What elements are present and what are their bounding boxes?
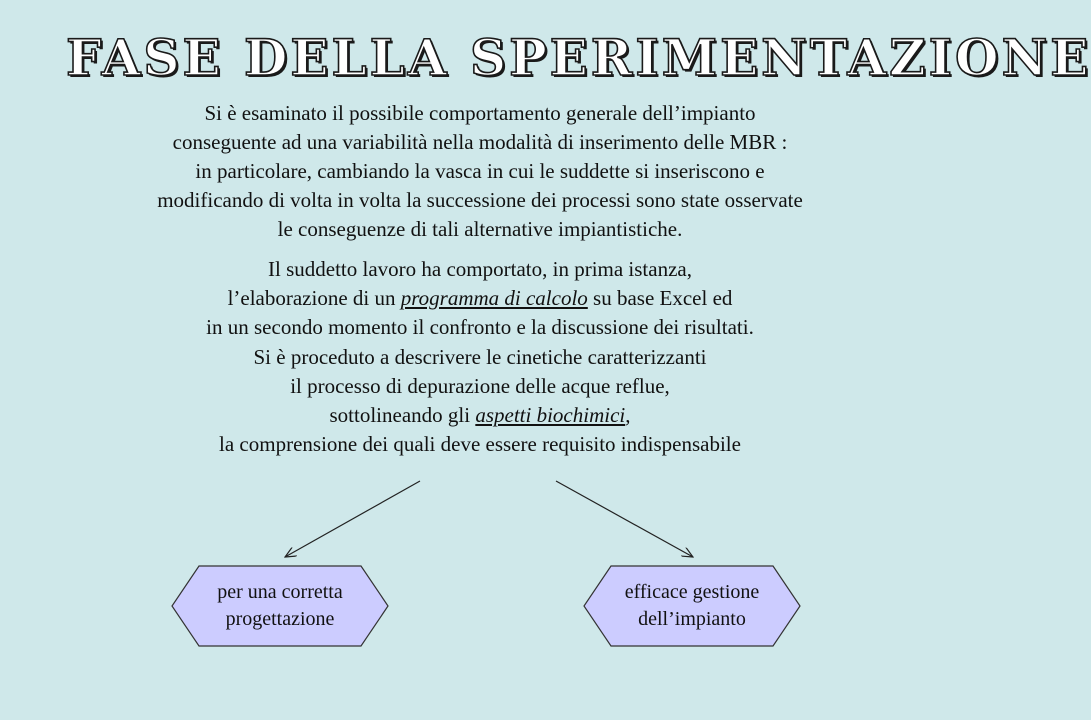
design-box-label	[171, 565, 389, 647]
box-line: dell’impianto	[638, 608, 746, 630]
box-line: efficace gestione	[624, 581, 760, 603]
calc-program-link[interactable]: programma di calcolo	[400, 286, 588, 310]
box-line: per una corretta	[217, 581, 343, 603]
text-line: in un secondo momento il confronto e la discussione dei risultati.	[206, 315, 754, 339]
arrow-left	[285, 481, 420, 557]
management-box-label	[583, 565, 801, 647]
text-span: sottolineando gli	[329, 403, 476, 427]
text-line: conseguente ad una variabilità nella modalità di inserimento delle MBR :	[172, 130, 788, 154]
text-line: Il suddetto lavoro ha comportato, in prima istanza,	[268, 257, 692, 281]
text-line: in particolare, cambiando la vasca in cui le suddette si inseriscono e	[195, 159, 765, 183]
text-line: Si è esaminato il possibile comportamento generale dell’impianto	[204, 101, 756, 125]
arrow-right	[556, 481, 693, 557]
text-span: ,	[625, 403, 631, 427]
text-line: le conseguenze di tali alternative impiantistiche.	[277, 217, 683, 241]
box-line: progettazione	[225, 608, 335, 630]
biochemical-aspects-link[interactable]: aspetti biochimici	[475, 403, 626, 427]
text-span: su base Excel ed	[587, 286, 733, 310]
slide-title: FASE DELLA SPERIMENTAZIONE	[66, 28, 1091, 87]
text-line: il processo di depurazione delle acque reflue,	[290, 374, 670, 398]
text-span: l’elaborazione di un	[227, 286, 401, 310]
text-line: modificando di volta in volta la successione dei processi sono state osservate	[157, 188, 803, 212]
text-line: Si è proceduto a descrivere le cinetiche caratterizzanti	[253, 345, 707, 369]
management-box	[583, 565, 801, 647]
design-box	[171, 565, 389, 647]
text-line: la comprensione dei quali deve essere requisito indispensabile	[219, 432, 741, 456]
